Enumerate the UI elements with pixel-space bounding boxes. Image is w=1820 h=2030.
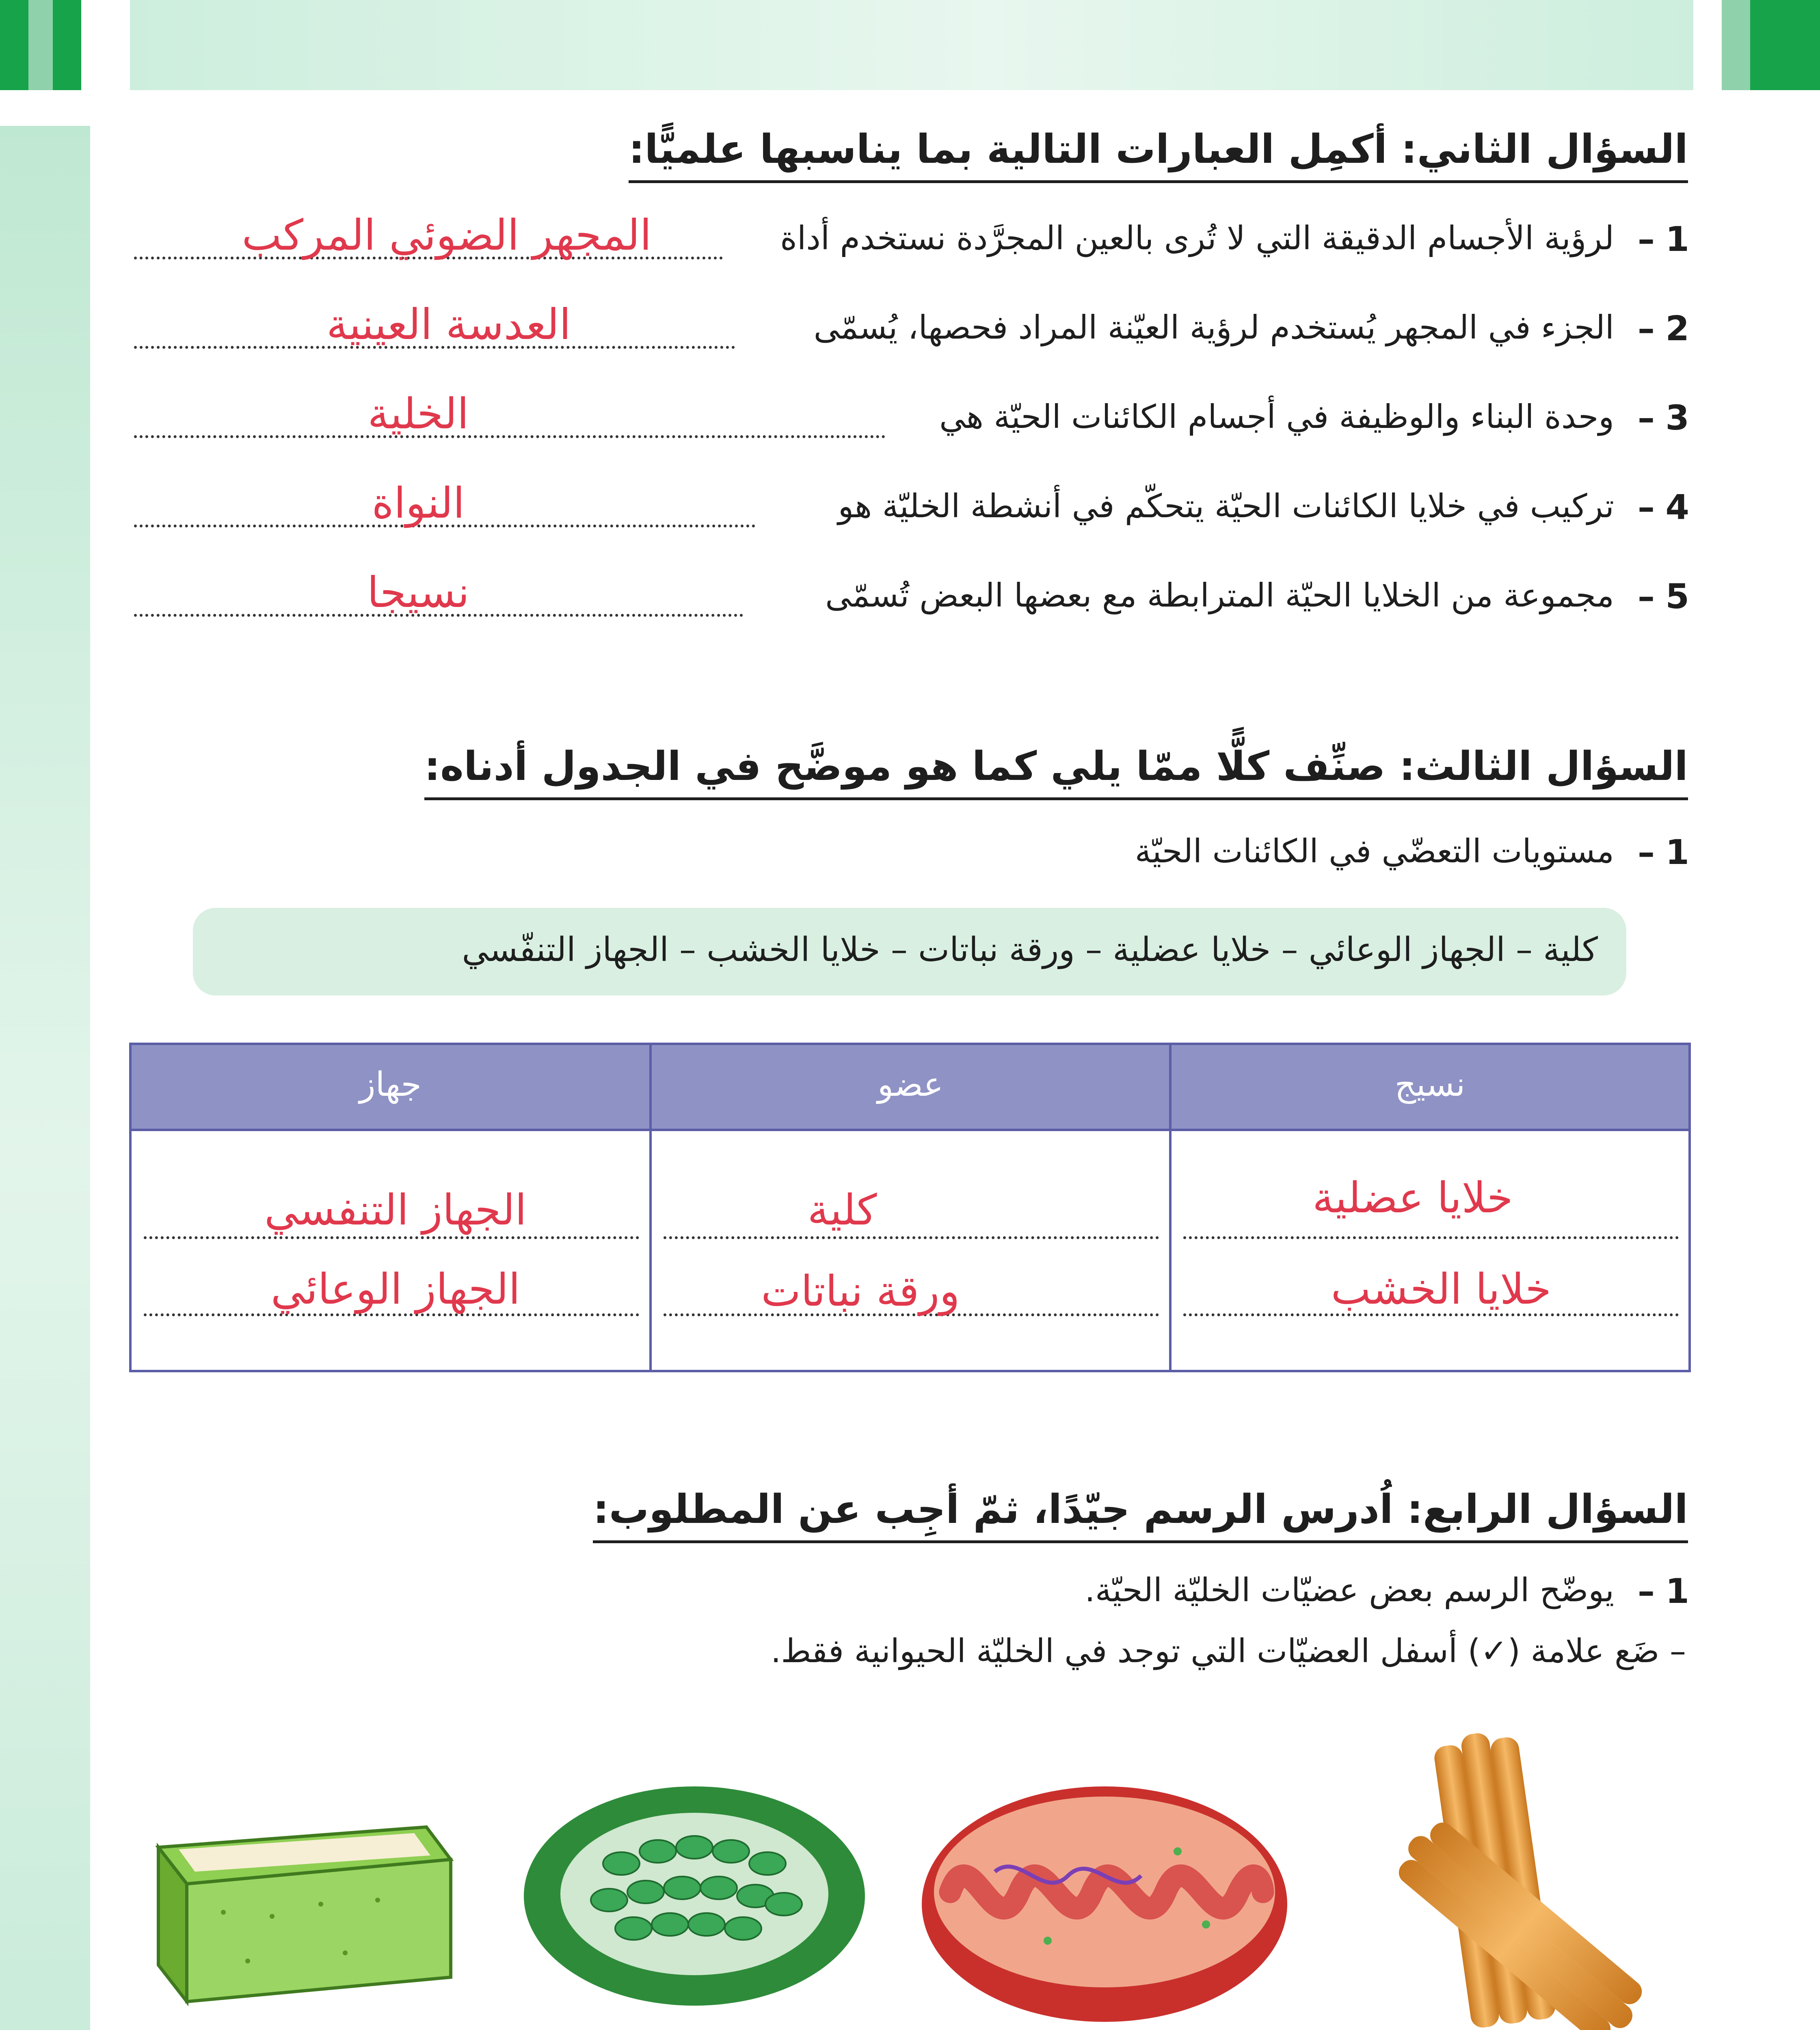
- answer-system-2: الجهاز الوعائي: [270, 1264, 521, 1314]
- answer-organ-1: كلية: [807, 1185, 877, 1235]
- word-bank: [193, 908, 1626, 996]
- q2-item-4: 4 – تركيب في خلايا الكائنات الحيّة يتحكّم في أنشطة الخليّة هو النواة: [134, 487, 1689, 552]
- item-number: 5: [1665, 577, 1689, 616]
- item-text: يوضّح الرسم بعض عضيّات الخليّة الحيّة.: [1085, 1571, 1614, 1609]
- handwritten-answer: نسيجا: [367, 568, 469, 617]
- item-text: مستويات التعضّي في الكائنات الحيّة: [1135, 832, 1614, 870]
- item-text: لرؤية الأجسام الدقيقة التي لا تُرى بالعين المجرَّدة نستخدم أداة: [780, 219, 1614, 257]
- item-text: مجموعة من الخلايا الحيّة المترابطة مع بعضها البعض تُسمّى: [825, 577, 1614, 614]
- item-text: وحدة البناء والوظيفة في أجسام الكائنات الحيّة هي: [939, 398, 1614, 436]
- item-number: 4: [1665, 487, 1689, 527]
- cytoskeleton-illustration: [1360, 1721, 1669, 2030]
- mitochondrion-illustration: [914, 1770, 1295, 2030]
- cell-wall-illustration: [134, 1782, 467, 2010]
- handwritten-answer: الخلية: [367, 389, 469, 438]
- table-answer-line[interactable]: [1183, 1234, 1679, 1239]
- header-organ: عضو: [877, 1065, 944, 1104]
- q2-item-3: 3 – وحدة البناء والوظيفة في أجسام الكائنات الحيّة هي الخلية: [134, 398, 1689, 463]
- header-system: جهاز: [359, 1065, 422, 1104]
- q3-item-1: 1 – مستويات التعضّي في الكائنات الحيّة: [1135, 832, 1689, 872]
- item-text: الجزء في المجهر يُستخدم لرؤية العيّنة المراد فحصها، يُسمّى: [813, 309, 1614, 346]
- header-tissue: نسيج: [1394, 1065, 1466, 1104]
- side-strip: [0, 126, 90, 2030]
- word-bank-text: كلية – الجهاز الوعائي – خلايا عضلية – ورقة نباتات – خلايا الخشب – الجهاز التنفّسي: [462, 931, 1598, 969]
- handwritten-answer: النواة: [372, 478, 465, 528]
- classification-table: [129, 1043, 1691, 1372]
- q4-heading: السؤال الرابع: اُدرس الرسم جيّدًا، ثمّ أجِب عن المطلوب:: [593, 1486, 1688, 1543]
- item-number: 1: [1665, 1571, 1689, 1611]
- q2-item-2: 2 – الجزء في المجهر يُستخدم لرؤية العيّنة المراد فحصها، يُسمّى العدسة العينية: [134, 309, 1689, 374]
- answer-tissue-2: خلايا الخشب: [1331, 1264, 1552, 1314]
- q2-heading: السؤال الثاني: أكمِل العبارات التالية بما يناسبها علميًّا:: [629, 126, 1688, 183]
- q4-instruction: – ضَع علامة (✓) أسفل العضيّات التي توجد في الخليّة الحيوانية فقط.: [770, 1632, 1686, 1670]
- answer-organ-2: ورقة نباتات: [761, 1266, 960, 1316]
- handwritten-answer: المجهر الضوئي المركب: [242, 210, 652, 260]
- top-banner: [0, 0, 1820, 90]
- q3-heading: السؤال الثالث: صنِّف كلًّا ممّا يلي كما هو موضَّح في الجدول أدناه:: [424, 743, 1688, 800]
- handwritten-answer: العدسة العينية: [326, 300, 571, 349]
- item-number: 1: [1665, 219, 1689, 259]
- item-number: 2: [1665, 309, 1689, 348]
- q2-item-5: 5 – مجموعة من الخلايا الحيّة المترابطة مع بعضها البعض تُسمّى نسيجا: [134, 577, 1689, 641]
- item-text: تركيب في خلايا الكائنات الحيّة يتحكّم في أنشطة الخليّة هو: [838, 487, 1614, 525]
- q2-item-1: 1 – لرؤية الأجسام الدقيقة التي لا تُرى بالعين المجرَّدة نستخدم أداة المجهر الضوئي المركب: [134, 219, 1689, 284]
- q4-item-1: 1 – يوضّح الرسم بعض عضيّات الخليّة الحيّة.: [1085, 1571, 1689, 1611]
- chloroplast-illustration: [520, 1782, 869, 2010]
- item-number: 1: [1665, 832, 1689, 872]
- answer-system-1: الجهاز التنفسي: [264, 1185, 527, 1235]
- answer-tissue-1: خلايا عضلية: [1312, 1173, 1513, 1222]
- item-number: 3: [1665, 398, 1689, 438]
